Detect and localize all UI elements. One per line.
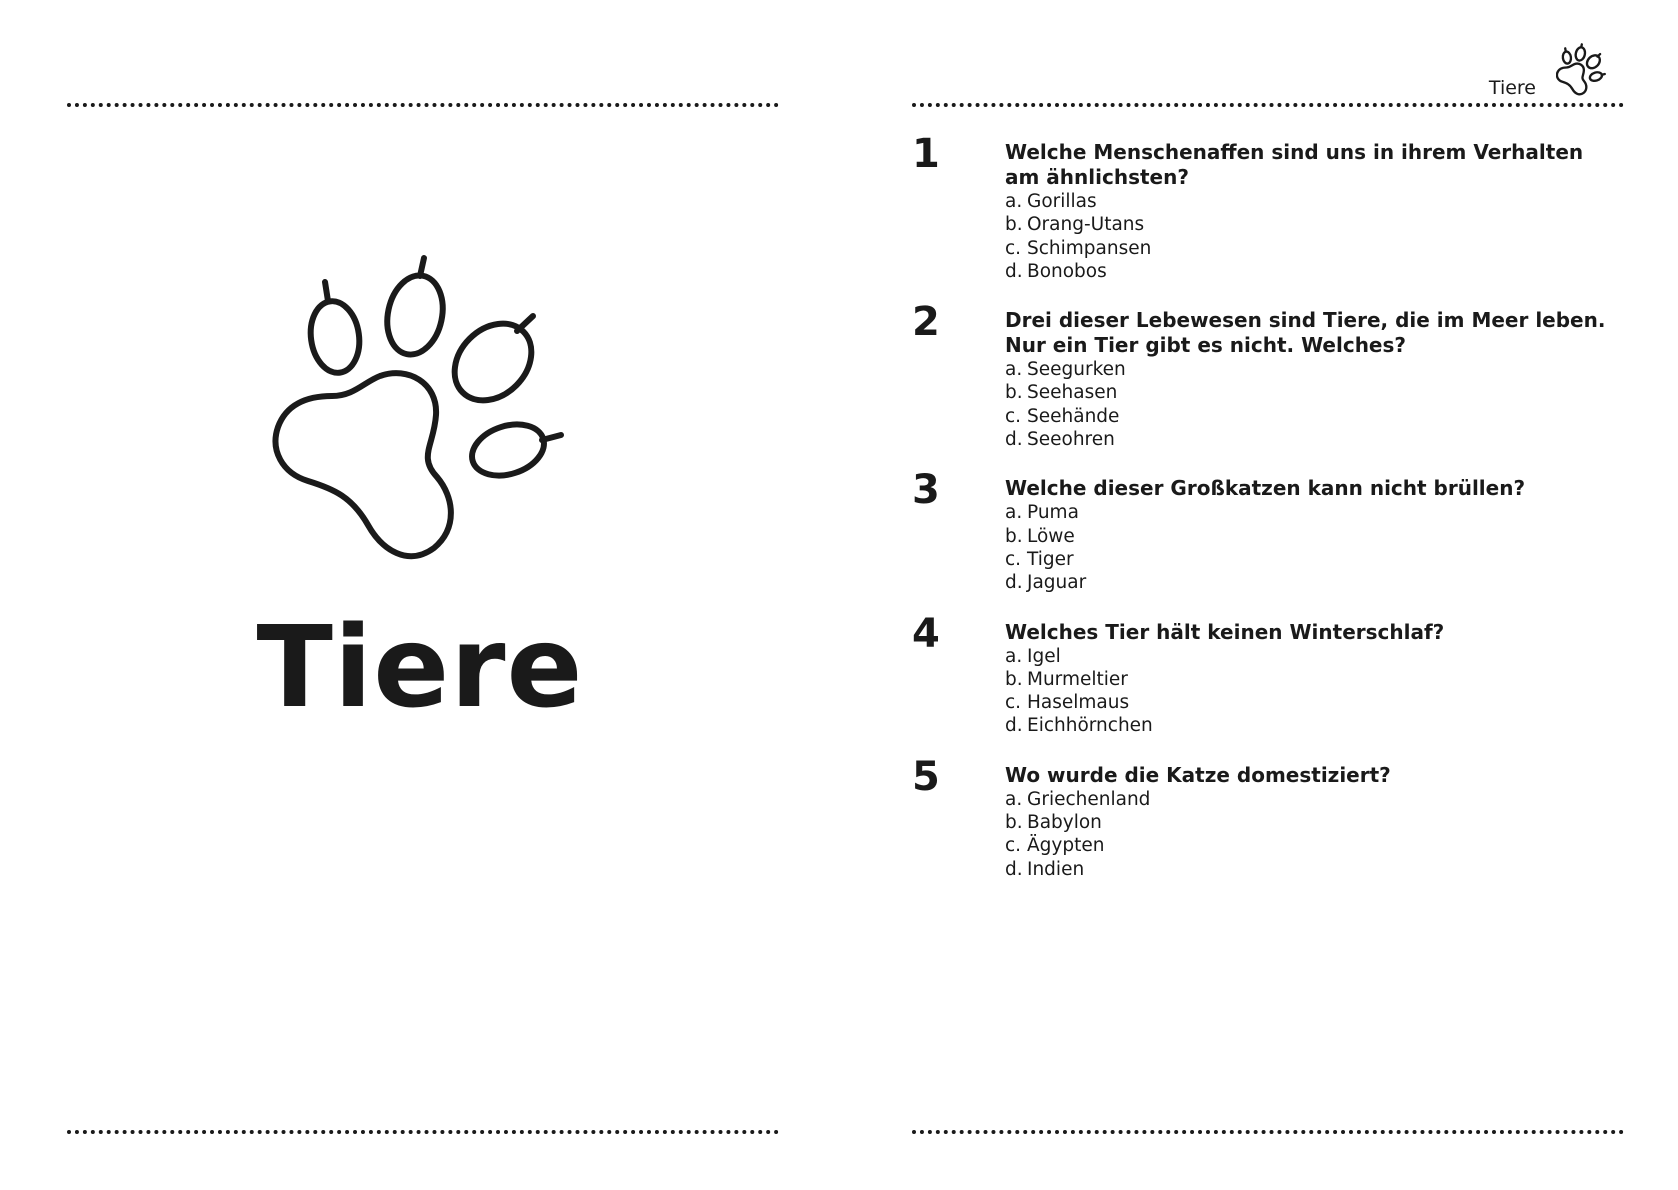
chapter-title: Tiere xyxy=(256,603,584,733)
option-label: Schimpansen xyxy=(1027,237,1152,259)
option-letter: d. xyxy=(1005,429,1023,451)
answer-option xyxy=(1005,213,1624,236)
answer-option xyxy=(1005,525,1624,548)
answer-option xyxy=(1005,788,1624,811)
option-label: Seeohren xyxy=(1027,429,1115,451)
option-label: Seegurken xyxy=(1027,359,1126,381)
answer-option xyxy=(1005,548,1624,571)
question-number: 5 xyxy=(912,753,940,800)
option-label: Igel xyxy=(1027,645,1061,667)
option-label: Bonobos xyxy=(1027,260,1107,282)
option-label: Haselmaus xyxy=(1027,692,1130,714)
option-letter: b. xyxy=(1005,382,1023,404)
answer-options xyxy=(1005,190,1624,283)
option-label: Eichhörnchen xyxy=(1027,715,1153,737)
option-label: Tiger xyxy=(1027,548,1074,570)
answer-options xyxy=(1005,788,1624,881)
answer-option xyxy=(1005,714,1624,737)
option-label: Puma xyxy=(1027,502,1079,524)
option-label: Ägypten xyxy=(1027,835,1105,857)
question-text: Drei dieser Lebewesen sind Tiere, die im Meer leben. Nur ein Tier gibt es nicht. Welches? xyxy=(1005,308,1606,358)
answer-options xyxy=(1005,358,1624,451)
option-letter: d. xyxy=(1005,572,1023,594)
option-letter: c. xyxy=(1005,835,1022,857)
option-letter: d. xyxy=(1005,260,1023,282)
question-item xyxy=(912,467,1624,594)
option-letter: a. xyxy=(1005,359,1023,381)
bottom-dotted-divider-left xyxy=(67,1130,779,1134)
option-letter: c. xyxy=(1005,548,1022,570)
option-letter: a. xyxy=(1005,191,1023,212)
paw-icon xyxy=(1556,42,1608,96)
answer-option xyxy=(1005,428,1624,451)
question-number: 1 xyxy=(912,131,940,177)
answer-option xyxy=(1005,237,1624,260)
option-letter: c. xyxy=(1005,237,1022,259)
paw-icon xyxy=(270,245,580,565)
answer-options xyxy=(1005,501,1624,594)
answer-option xyxy=(1005,405,1624,428)
option-letter: d. xyxy=(1005,858,1023,880)
option-label: Seehasen xyxy=(1027,382,1118,404)
option-label: Jaguar xyxy=(1027,572,1087,594)
option-letter: d. xyxy=(1005,715,1023,737)
answer-option xyxy=(1005,571,1624,594)
option-letter: a. xyxy=(1005,502,1023,524)
option-label: Murmeltier xyxy=(1027,668,1128,690)
option-letter: b. xyxy=(1005,668,1023,690)
option-letter: b. xyxy=(1005,812,1023,834)
question-text: Welche Menschenaffen sind uns in ihrem Verhalten am ähnlichsten? xyxy=(1005,140,1584,189)
bottom-dotted-divider-right xyxy=(912,1130,1624,1134)
question-item xyxy=(912,131,1624,283)
question-number: 3 xyxy=(912,467,940,514)
answer-option xyxy=(1005,358,1624,381)
question-item xyxy=(912,299,1624,451)
option-label: Gorillas xyxy=(1027,191,1097,212)
question-number: 4 xyxy=(912,610,940,657)
option-label: Indien xyxy=(1027,858,1085,880)
option-label: Babylon xyxy=(1027,812,1102,834)
answer-option xyxy=(1005,691,1624,714)
option-label: Orang-Utans xyxy=(1027,214,1145,236)
question-item xyxy=(912,610,1624,738)
question-text: Wo wurde die Katze domestiziert? xyxy=(1005,762,1391,787)
option-letter: a. xyxy=(1005,788,1023,810)
answer-option xyxy=(1005,811,1624,834)
option-letter: b. xyxy=(1005,214,1023,236)
answer-option xyxy=(1005,501,1624,524)
question-text: Welches Tier hält keinen Winterschlaf? xyxy=(1005,619,1445,644)
option-letter: c. xyxy=(1005,405,1022,427)
option-label: Seehände xyxy=(1027,405,1120,427)
top-dotted-divider-right xyxy=(912,103,1624,107)
question-item xyxy=(912,753,1624,881)
question-number: 2 xyxy=(912,299,940,346)
option-letter: c. xyxy=(1005,692,1022,714)
option-letter: a. xyxy=(1005,645,1023,667)
question-text: Welche dieser Großkatzen kann nicht brüllen? xyxy=(1005,476,1526,501)
answer-option xyxy=(1005,668,1624,691)
running-head: Tiere xyxy=(1488,77,1536,99)
top-dotted-divider-left xyxy=(67,103,779,107)
answer-option xyxy=(1005,858,1624,881)
answer-option xyxy=(1005,834,1624,857)
answer-option xyxy=(1005,381,1624,404)
option-label: Griechenland xyxy=(1027,788,1151,810)
answer-option xyxy=(1005,190,1624,213)
option-letter: b. xyxy=(1005,525,1023,547)
answer-option xyxy=(1005,645,1624,668)
quiz-questions xyxy=(912,131,1624,906)
answer-option xyxy=(1005,260,1624,283)
answer-options xyxy=(1005,645,1624,738)
option-label: Löwe xyxy=(1027,525,1075,547)
